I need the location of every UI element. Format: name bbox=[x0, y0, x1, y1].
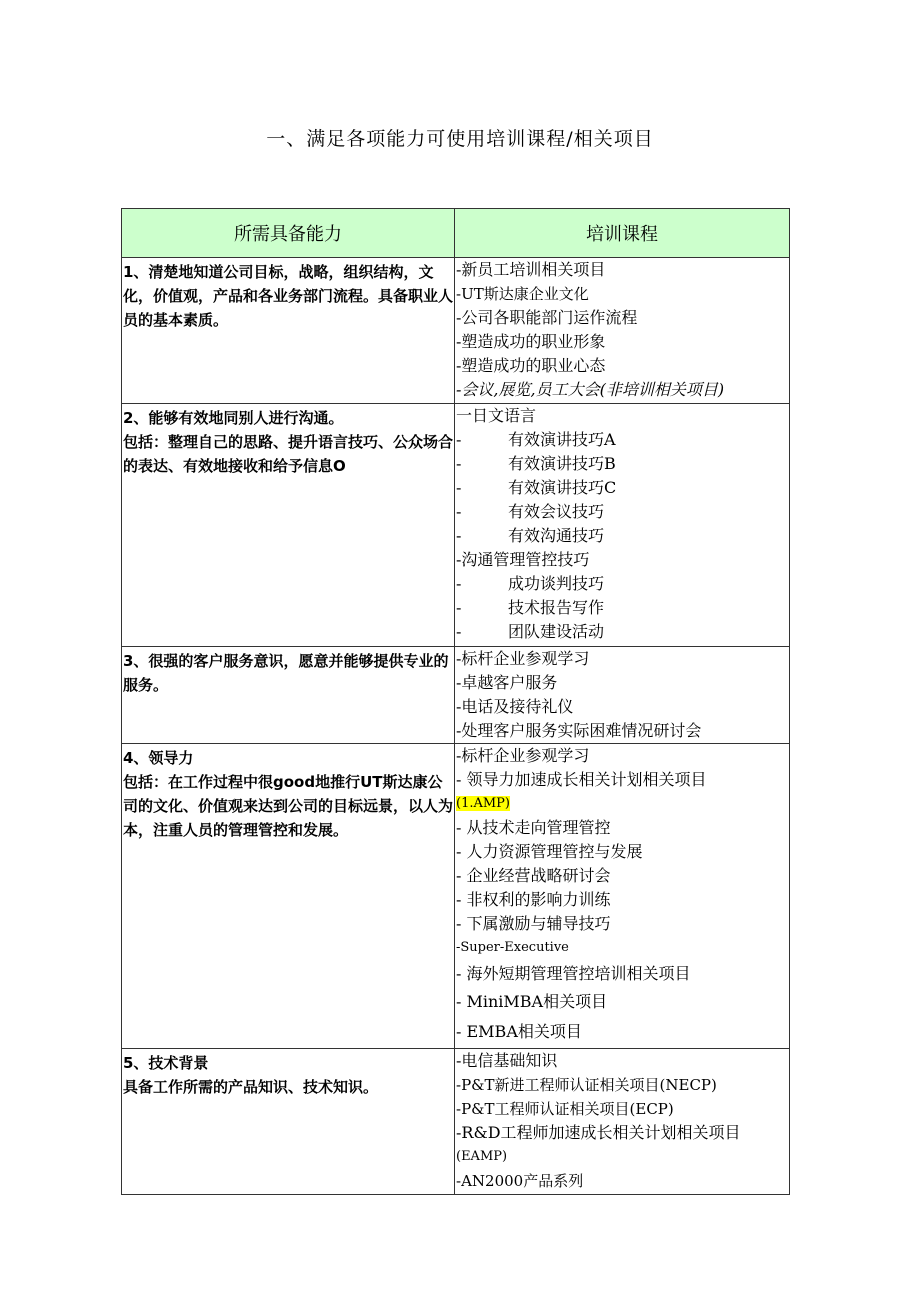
ability-text: 2、能够有效地同别人进行沟通。 bbox=[123, 409, 344, 427]
course-item: -公司各职能部门运作流程 bbox=[456, 308, 638, 327]
course-item: - 从技术走向管理管控 bbox=[456, 818, 611, 837]
course-item: - 人力资源管理管控与发展 bbox=[456, 842, 643, 861]
ability-cell bbox=[122, 404, 455, 647]
highlight-mark: (1.AMP) bbox=[456, 796, 510, 811]
course-item: -标杆企业参观学习 bbox=[456, 649, 590, 668]
course-cell bbox=[455, 1049, 790, 1195]
course-cell bbox=[455, 258, 790, 404]
course-item: -会议,展览,员工大会(非培训相关项目) bbox=[456, 380, 725, 399]
course-item: - 下属激励与辅导技巧 bbox=[456, 914, 611, 933]
course-item: - 成功谈判技巧 bbox=[456, 574, 605, 593]
ability-text: 包括：整理自己的思路、提升语言技巧、公众场合的表达、有效地接收和给予信息O bbox=[123, 433, 454, 475]
ability-text: 1、清楚地知道公司目标，战略，组织结构，文化，价值观，产品和各业务部门流程。具备职业人员的基本素质。 bbox=[123, 263, 454, 329]
course-item: - 团队建设活动 bbox=[456, 622, 605, 641]
course-item: -塑造成功的职业心态 bbox=[456, 356, 606, 375]
table-row bbox=[122, 744, 790, 1049]
course-item-label: 有效沟通技巧 bbox=[508, 526, 605, 545]
ability-text: 3、很强的客户服务意识，愿意并能够提供专业的服务。 bbox=[123, 652, 449, 694]
course-item: -R&D工程师加速成长相关计划相关项目 bbox=[456, 1123, 741, 1142]
course-item: -AN2000产品系列 bbox=[456, 1172, 584, 1190]
course-item: -P&T新进工程师认证相关项目(NECP) bbox=[456, 1076, 717, 1094]
course-cell bbox=[455, 744, 790, 1049]
ability-text: 5、技术背景 bbox=[123, 1054, 209, 1072]
course-item-label: 有效会议技巧 bbox=[508, 502, 605, 521]
header-ability: 所需具备能力 bbox=[122, 209, 455, 258]
table-header-row bbox=[122, 209, 790, 258]
page-title: 一、满足各项能力可使用培训课程/相关项目 bbox=[266, 128, 654, 150]
course-item: -塑造成功的职业形象 bbox=[456, 332, 606, 351]
course-item: - 有效沟通技巧 bbox=[456, 526, 605, 545]
course-item-label: 有效演讲技巧B bbox=[508, 454, 616, 473]
course-item: - EMBA相关项目 bbox=[456, 1022, 582, 1041]
course-item: - 领导力加速成长相关计划相关项目 bbox=[456, 770, 707, 789]
course-item-label: 有效演讲技巧A bbox=[508, 430, 616, 449]
course-item: -新员工培训相关项目 bbox=[456, 260, 606, 279]
course-item: -Super-Executive bbox=[456, 940, 569, 955]
table-row bbox=[122, 647, 790, 744]
course-item: - 有效演讲技巧C bbox=[456, 478, 617, 497]
header-course: 培训课程 bbox=[455, 209, 790, 258]
course-item-label: 成功谈判技巧 bbox=[508, 574, 605, 593]
ability-text: 具备工作所需的产品知识、技术知识。 bbox=[123, 1078, 379, 1096]
course-item-label: 有效演讲技巧C bbox=[508, 478, 617, 497]
course-item-label: 技术报告写作 bbox=[508, 598, 605, 617]
course-item: - 技术报告写作 bbox=[456, 598, 605, 617]
table-row bbox=[122, 404, 790, 647]
course-item: - 海外短期管理管控培训相关项目 bbox=[456, 964, 691, 983]
course-item: -标杆企业参观学习 bbox=[456, 746, 590, 765]
table-row bbox=[122, 258, 790, 404]
course-item: - 有效演讲技巧A bbox=[456, 430, 616, 449]
ability-course-table bbox=[121, 208, 790, 1195]
course-item: - 企业经营战略研讨会 bbox=[456, 866, 611, 885]
course-item: 一日文语言 bbox=[456, 406, 537, 425]
course-item: - MiniMBA相关项目 bbox=[456, 992, 608, 1011]
course-item: (EAMP) bbox=[456, 1149, 508, 1164]
course-item: -电信基础知识 bbox=[456, 1051, 558, 1070]
course-item: - 有效会议技巧 bbox=[456, 502, 605, 521]
course-cell bbox=[455, 404, 790, 647]
course-item: -电话及接待礼仪 bbox=[456, 697, 574, 716]
course-item: - 有效演讲技巧B bbox=[456, 454, 616, 473]
ability-cell bbox=[122, 258, 455, 404]
course-item: -卓越客户服务 bbox=[456, 673, 558, 692]
ability-text: 4、领导力 bbox=[123, 749, 194, 767]
course-item-label: 团队建设活动 bbox=[508, 622, 605, 641]
course-item: - 非权利的影响力训练 bbox=[456, 890, 611, 909]
ability-cell bbox=[122, 744, 455, 1049]
course-item: -处理客户服务实际困难情况研讨会 bbox=[456, 721, 702, 740]
ability-text: 包括：在工作过程中很good地推行UT斯达康公司的文化、价值观来达到公司的目标远景，以人为本，注重人员的管理管控和发展。 bbox=[123, 773, 454, 839]
table-row bbox=[122, 1049, 790, 1195]
course-cell bbox=[455, 647, 790, 744]
ability-cell bbox=[122, 647, 455, 744]
course-item: -UT斯达康企业文化 bbox=[456, 285, 589, 303]
course-item: -P&T工程师认证相关项目(ECP) bbox=[456, 1100, 674, 1118]
course-item bbox=[456, 792, 789, 816]
ability-cell bbox=[122, 1049, 455, 1195]
course-item: -沟通管理管控技巧 bbox=[456, 550, 590, 569]
